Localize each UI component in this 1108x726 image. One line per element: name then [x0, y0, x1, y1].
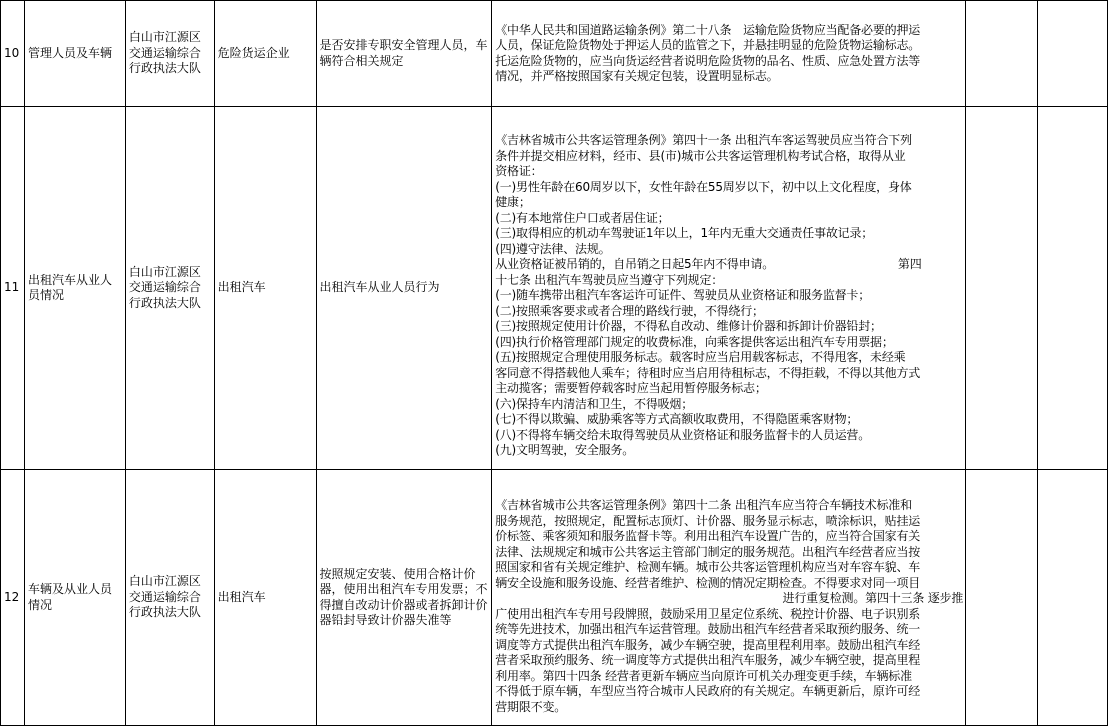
row-number-cell[interactable]: 10 — [1, 1, 25, 107]
department-cell[interactable]: 白山市江源区交通运输综合行政执法大队 — [125, 470, 214, 726]
basis-line: (三)按照规定使用计价器，不得私自改动、维修计价器和拆卸计价器铅封； — [495, 319, 882, 334]
basis-line: (二)按照乘客要求或者合理的路线行驶，不得绕行； — [495, 303, 764, 318]
basis-line: 《吉林省城市公共客运管理条例》第四十一条 出租汽车客运驾驶员应当符合下列 — [495, 133, 912, 148]
empty-cell[interactable] — [1038, 107, 1108, 470]
table-row — [1, 470, 1108, 726]
basis-line: (七)不得以欺骗、威胁乘客等方式高额收取费用，不得隐匿乘客财物； — [495, 412, 859, 427]
basis-line: 从业资格证被吊销的，自吊销之日起5年内不得申请。 第四 — [495, 257, 922, 272]
empty-cell[interactable] — [1038, 470, 1108, 726]
check-content-cell[interactable]: 是否安排专职安全管理人员，车辆符合相关规定 — [316, 1, 492, 107]
basis-line: (一)男性年龄在60周岁以下，女性年龄在55周岁以下，初中以上文化程度，身体 — [495, 179, 912, 194]
basis-line: 统等先进技术，加强出租汽车运营管理。鼓励出租汽车经营者采取预约服务、统一 — [495, 622, 921, 636]
basis-line: 利用率。第四十四条 经营者更新车辆应当向原许可机关办理变更手续，车辆标准 — [495, 668, 912, 683]
empty-cell[interactable] — [966, 107, 1038, 470]
basis-line: 营者采取预约服务、统一调度等方式提供出租汽车服务，减少车辆空驶，提高里程 — [495, 653, 921, 667]
table-row — [1, 107, 1108, 470]
basis-line: 服务规范，按照规定，配置标志顶灯、计价器、服务显示标志，喷涂标识，贴挂运 — [495, 513, 921, 528]
basis-line: 人员，保证危险货物处于押运人员的监管之下，并悬挂明显的危险货物运输标志。 — [495, 38, 921, 52]
department-cell[interactable]: 白山市江源区交通运输综合行政执法大队 — [125, 107, 214, 470]
basis-line: (五)按照规定合理使用服务标志。载客时应当启用载客标志，不得甩客，未经乘 — [495, 350, 906, 365]
basis-line: 广使用出租汽车专用号段牌照，鼓励采用卫星定位系统、税控计价器、电子识别系 — [495, 606, 921, 621]
subject-cell[interactable]: 出租汽车 — [214, 107, 316, 470]
basis-line: 《中华人民共和国道路运输条例》第二十八条 运输危险货物应当配备必要的押运 — [495, 22, 921, 37]
basis-line: 调度等方式提供出租汽车服务，减少车辆空驶，提高里程利用率。鼓励出租汽车经 — [495, 637, 921, 652]
basis-line: 条件并提交相应材料，经市、县(市)城市公共客运管理机构考试合格，取得从业 — [495, 148, 906, 163]
basis-line: 健康； — [495, 195, 531, 210]
basis-line: 资格证： — [495, 164, 543, 179]
basis-line: 客同意不得搭载他人乘车；待租时应当启用待租标志，不得拒载，不得以其他方式 — [495, 365, 921, 380]
check-content-cell[interactable]: 按照规定安装、使用合格计价器，使用出租汽车专用发票；不得擅自改动计价器或者拆卸计价器铅封导致计价器失准等 — [316, 470, 492, 726]
basis-line: 价标签、乘客须知和服务监督卡等。利用出租汽车设置广告的，应当符合国家有关 — [495, 529, 921, 543]
basis-line: 情况，并严格按照国家有关规定包装，设置明显标志。 — [495, 69, 779, 83]
basis-line: (四)遵守法律、法规。 — [495, 241, 611, 256]
basis-line: 照国家和省有关规定维护、检测车辆。城市公共客运管理机构应当对车容车貌、车 — [495, 560, 921, 574]
empty-cell[interactable] — [966, 470, 1038, 726]
department-cell[interactable]: 白山市江源区交通运输综合行政执法大队 — [125, 1, 214, 107]
basis-line: 营期限不变。 — [495, 699, 567, 714]
legal-basis-cell[interactable] — [492, 1, 966, 107]
basis-line: (四)执行价格管理部门规定的收费标准，向乘客提供客运出租汽车专用票据； — [495, 334, 894, 349]
subject-cell[interactable]: 危险货运企业 — [214, 1, 316, 107]
check-content-cell[interactable]: 出租汽车从业人员行为 — [316, 107, 492, 470]
basis-line: 十七条 出租汽车驾驶员应当遵守下列规定： — [495, 272, 724, 287]
row-number-cell[interactable]: 12 — [1, 470, 25, 726]
basis-line: 进行重复检测。第四十三条 逐步推 — [782, 591, 964, 605]
empty-cell[interactable] — [966, 1, 1038, 107]
basis-line: 辆安全设施和服务设施、经营者维护、检测的情况定期检查。不得要求对同一项目 — [495, 575, 921, 590]
check-item-cell[interactable]: 车辆及从业人员情况 — [24, 470, 125, 726]
basis-line: (六)保持车内清洁和卫生，不得吸烟； — [495, 396, 694, 411]
empty-cell[interactable] — [1038, 1, 1108, 107]
legal-basis-cell[interactable] — [492, 107, 966, 470]
legal-basis-cell[interactable] — [492, 470, 966, 726]
table-row — [1, 1, 1108, 107]
basis-line: 不得低于原车辆，车型应当符合城市人民政府的有关规定。车辆更新后，原许可经 — [495, 684, 921, 698]
basis-line: (二)有本地常住户口或者居住证； — [495, 210, 670, 225]
check-item-cell[interactable]: 出租汽车从业人员情况 — [24, 107, 125, 470]
basis-line: 托运危险货物的，应当向货运经营者说明危险货物的品名、性质、应急处置方法等 — [495, 53, 921, 68]
basis-line: (九)文明驾驶，安全服务。 — [495, 443, 635, 458]
basis-line: (一)随车携带出租汽车客运许可证件、驾驶员从业资格证和服务监督卡； — [495, 288, 871, 303]
basis-line: 法律、法规规定和城市公共客运主管部门制定的服务规范。出租汽车经营者应当按 — [495, 544, 921, 559]
basis-line: (三)取得相应的机动车驾驶证1年以上，1年内无重大交通责任事故记录； — [495, 226, 874, 241]
subject-cell[interactable]: 出租汽车 — [214, 470, 316, 726]
row-number-cell[interactable]: 11 — [1, 107, 25, 470]
basis-line: 《吉林省城市公共客运管理条例》第四十二条 出租汽车应当符合车辆技术标准和 — [495, 498, 912, 512]
basis-line: (八)不得将车辆交给未取得驾驶员从业资格证和服务监督卡的人员运营。 — [495, 427, 871, 442]
check-item-cell[interactable]: 管理人员及车辆 — [24, 1, 125, 107]
basis-line: 主动揽客；需要暂停载客时应当起用暂停服务标志； — [495, 381, 767, 396]
